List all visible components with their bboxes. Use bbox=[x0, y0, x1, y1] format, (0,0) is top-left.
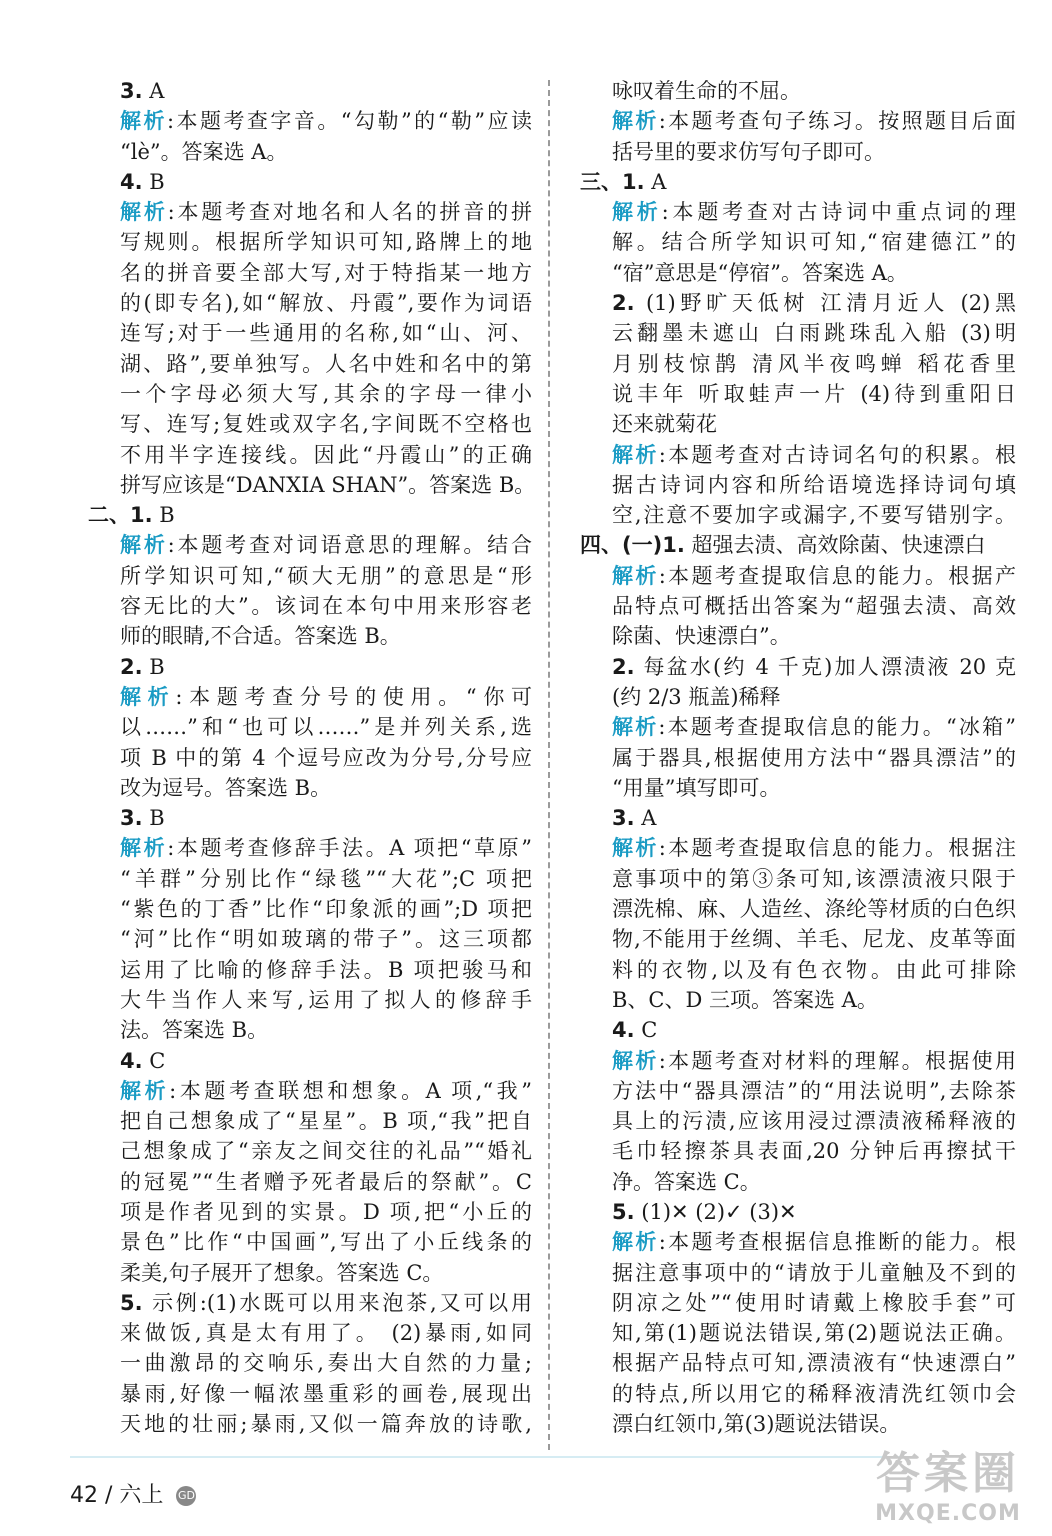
text-line bbox=[580, 258, 1016, 288]
line-text: “河”比作“明如玻璃的带子”。这三项都 bbox=[120, 927, 532, 952]
text-line bbox=[580, 1227, 1016, 1257]
question-number: 1. bbox=[622, 169, 645, 194]
page-separator: / bbox=[105, 1483, 113, 1508]
line-text: 云翻墨未遮山 白雨跳珠乱入船 (3)明 bbox=[612, 321, 1016, 346]
text-line bbox=[580, 1318, 1016, 1348]
text-line bbox=[88, 227, 532, 257]
line-text: :本题考查字音。“勾勒”的“勒”应读 bbox=[166, 109, 532, 134]
analysis-label: 解析 bbox=[612, 563, 659, 588]
question-number: 3. bbox=[612, 806, 635, 831]
text-line bbox=[88, 621, 532, 651]
line-text: :本题考查分号的使用。“你可 bbox=[175, 684, 532, 709]
text-line bbox=[88, 349, 532, 379]
text-line bbox=[580, 1136, 1016, 1166]
text-line bbox=[88, 955, 532, 985]
analysis-label: 解析 bbox=[120, 200, 168, 225]
text-line bbox=[88, 1379, 532, 1409]
text-line bbox=[88, 924, 532, 954]
line-text: 项是作者见到的实景。D 项,把“小丘的 bbox=[120, 1199, 532, 1224]
question-number: 5. bbox=[612, 1199, 635, 1224]
line-text: 容无比的大”。该词在本句中用来形容老 bbox=[120, 594, 532, 619]
text-line bbox=[580, 137, 1016, 167]
watermark-logo bbox=[858, 1437, 1038, 1526]
line-text: 料的衣物,以及有色衣物。由此可排除 bbox=[612, 957, 1016, 982]
text-line bbox=[88, 985, 532, 1015]
line-text: :本题考查对古诗词名句的积累。根 bbox=[658, 442, 1017, 467]
text-line bbox=[88, 76, 532, 106]
analysis-label: 解析 bbox=[612, 109, 659, 134]
text-line bbox=[88, 137, 532, 167]
section-marker: 三、 bbox=[580, 169, 622, 194]
text-line bbox=[580, 1409, 1016, 1439]
text-line bbox=[88, 894, 532, 924]
text-line bbox=[88, 1106, 532, 1136]
text-line bbox=[580, 1288, 1016, 1318]
text-line bbox=[580, 652, 1016, 682]
analysis-label: 解析 bbox=[612, 1048, 659, 1073]
line-text: 柔美,句子展开了想象。答案选 C。 bbox=[120, 1260, 444, 1285]
text-line bbox=[88, 379, 532, 409]
analysis-label: 解析 bbox=[612, 836, 659, 861]
line-text: :本题考查对词语意思的理解。结合 bbox=[167, 533, 532, 558]
line-text: 咏叹着生命的不屈。 bbox=[612, 79, 801, 103]
text-line bbox=[580, 955, 1016, 985]
line-text: 超强去渍、高效除菌、快速漂白 bbox=[684, 533, 986, 558]
text-line bbox=[88, 167, 532, 197]
line-text: 运用了比喻的修辞手法。B 项把骏马和 bbox=[120, 957, 532, 982]
analysis-label: 解析 bbox=[612, 715, 659, 740]
line-text: 具上的污渍,应该用浸过漂渍液稀释液的 bbox=[612, 1109, 1016, 1134]
text-line bbox=[580, 1258, 1016, 1288]
text-line bbox=[88, 258, 532, 288]
analysis-label: 解析 bbox=[612, 200, 662, 225]
page-number: 42 bbox=[70, 1483, 98, 1508]
line-text: 湖、路”,要单独写。人名中姓和名中的第 bbox=[120, 351, 532, 376]
edition-badge: GD bbox=[176, 1486, 196, 1506]
analysis-label: 解析 bbox=[612, 442, 659, 467]
line-text: 漂洗棉、麻、人造丝、涤纶等材质的白色织 bbox=[612, 897, 1016, 922]
line-text: “紫色的丁香”比作“印象派的画”;D 项把 bbox=[120, 897, 532, 922]
text-line bbox=[580, 864, 1016, 894]
line-text: (约 2/3 瓶盖)稀释 bbox=[612, 684, 781, 709]
line-text: 品特点可概括出答案为“超强去渍、高效 bbox=[612, 594, 1016, 619]
watermark-title: 答案圈 bbox=[876, 1448, 1020, 1499]
line-text: :本题考查提取信息的能力。根据注 bbox=[658, 836, 1017, 861]
question-number: 3. bbox=[120, 79, 143, 103]
line-text: “羊群”分别比作“绿毯”“大花”;C 项把 bbox=[120, 866, 532, 891]
line-text: A bbox=[142, 79, 165, 103]
text-line bbox=[580, 712, 1016, 742]
line-text: 名的拼音要全部大写,对于特指某一地方 bbox=[120, 260, 532, 285]
line-text: “宿”意思是“停宿”。答案选 A。 bbox=[612, 260, 908, 285]
line-text: B bbox=[142, 654, 165, 679]
question-number: 4. bbox=[120, 169, 143, 194]
text-line bbox=[580, 440, 1016, 470]
column-divider bbox=[548, 80, 550, 1450]
line-text: 漂白红领巾,第(3)题说法错误。 bbox=[612, 1412, 901, 1437]
line-text: 空,注意不要加字或漏字,不要写错别字。 bbox=[612, 503, 1016, 528]
question-number: 4. bbox=[120, 1048, 143, 1073]
line-text: “用量”填写即可。 bbox=[612, 775, 781, 800]
text-line bbox=[88, 1046, 532, 1076]
text-line bbox=[580, 227, 1016, 257]
text-line bbox=[580, 591, 1016, 621]
right-column bbox=[580, 76, 1016, 1439]
line-text: C bbox=[142, 1048, 166, 1073]
line-text: 己想象成了“亲友之间交往的礼品”“婚礼 bbox=[120, 1139, 532, 1164]
text-line bbox=[88, 1136, 532, 1166]
line-text: 景色”比作“中国画”,写出了小丘线条的 bbox=[120, 1230, 532, 1255]
text-line bbox=[580, 682, 1016, 712]
line-text: :本题考查提取信息的能力。根据产 bbox=[658, 563, 1017, 588]
text-line bbox=[580, 1379, 1016, 1409]
line-text: 示例:(1)水既可以用来泡茶,又可以用 bbox=[142, 1290, 532, 1315]
line-text: 一曲激昂的交响乐,奏出大自然的力量; bbox=[120, 1351, 532, 1376]
line-text: 据注意事项中的“请放于儿童触及不到的 bbox=[612, 1260, 1016, 1285]
text-line bbox=[88, 470, 536, 500]
analysis-label: 解析 bbox=[120, 684, 176, 709]
line-text: B bbox=[142, 806, 165, 831]
line-text: B bbox=[142, 169, 165, 194]
text-line bbox=[580, 803, 1016, 833]
text-line bbox=[580, 924, 1016, 954]
section-marker: 四、(一) bbox=[580, 533, 663, 558]
text-line bbox=[88, 1076, 532, 1106]
line-text: 法。答案选 B。 bbox=[120, 1018, 269, 1043]
text-line bbox=[88, 1167, 532, 1197]
text-line bbox=[88, 409, 532, 439]
line-text: (1)✕ (2)✓ (3)✕ bbox=[634, 1199, 797, 1224]
line-text: 写、连写;复姓或双字名,字间既不空格也 bbox=[120, 412, 532, 437]
text-line bbox=[580, 773, 1016, 803]
line-text: C bbox=[634, 1018, 658, 1043]
line-text: 师的眼睛,不合适。答案选 B。 bbox=[120, 624, 401, 649]
question-number: 3. bbox=[120, 806, 143, 831]
line-text: (1)野旷天低树 江清月近人 (2)黑 bbox=[634, 291, 1016, 316]
grade-label: 六上 bbox=[119, 1483, 164, 1508]
text-line bbox=[88, 530, 532, 560]
text-line bbox=[88, 773, 532, 803]
text-line bbox=[88, 318, 532, 348]
text-line bbox=[580, 1046, 1016, 1076]
line-text: 毛巾轻擦茶具表面,20 分钟后再擦拭干 bbox=[612, 1139, 1016, 1164]
line-text: 以……”和“也可以……”是并列关系,选 bbox=[120, 715, 532, 740]
line-text: 属于器具,根据使用方法中“器具漂洁”的 bbox=[612, 745, 1016, 770]
watermark-url: MXQE.COM bbox=[875, 1501, 1021, 1526]
text-line bbox=[580, 470, 1016, 500]
line-text: 的冠冕”“生者赠予死者最后的祭献”。C bbox=[120, 1169, 532, 1194]
text-line bbox=[580, 1348, 1016, 1378]
line-text: 的(即专名),如“解放、丹霞”,要作为词语 bbox=[120, 291, 532, 316]
text-line bbox=[88, 1227, 532, 1257]
line-text: 一个字母必须大写,其余的字母一律小 bbox=[120, 381, 532, 406]
question-number: 2. bbox=[120, 654, 143, 679]
question-number: 5. bbox=[120, 1290, 143, 1315]
text-line bbox=[88, 803, 532, 833]
text-line bbox=[580, 1015, 1016, 1045]
text-line bbox=[580, 288, 1016, 318]
line-text: 意事项中的第③条可知,该漂渍液只限于 bbox=[612, 866, 1016, 891]
text-line bbox=[88, 652, 532, 682]
text-line bbox=[88, 561, 532, 591]
question-number: 1. bbox=[130, 503, 153, 528]
text-line bbox=[580, 1076, 1016, 1106]
line-text: 把自己想象成了“星星”。B 项,“我”把自 bbox=[120, 1109, 532, 1134]
text-line bbox=[580, 500, 1016, 530]
line-text: 月别枝惊鹊 清风半夜鸣蝉 稻花香里 bbox=[612, 351, 1016, 376]
question-number: 2. bbox=[612, 654, 635, 679]
text-line bbox=[580, 349, 1016, 379]
text-line bbox=[88, 288, 532, 318]
text-line bbox=[580, 379, 1016, 409]
line-text: 天地的壮丽;暴雨,又似一篇奔放的诗歌, bbox=[120, 1412, 532, 1437]
footer-rule bbox=[70, 1456, 912, 1458]
text-line bbox=[88, 833, 532, 863]
line-text: :本题考查句子练习。按照题目后面 bbox=[658, 109, 1017, 134]
line-text: “lè”。答案选 A。 bbox=[120, 139, 288, 164]
analysis-label: 解析 bbox=[612, 1230, 659, 1255]
line-text: 除菌、快速漂白”。 bbox=[612, 624, 791, 649]
text-line bbox=[580, 894, 1016, 924]
line-text: 所学知识可知,“硕大无朋”的意思是“形 bbox=[120, 563, 532, 588]
text-line bbox=[580, 167, 1016, 197]
line-text: 方法中“器具漂洁”的“用法说明”,去除茶 bbox=[612, 1078, 1016, 1103]
text-line bbox=[580, 561, 1016, 591]
line-text: :本题考查对地名和人名的拼音的拼 bbox=[167, 200, 532, 225]
text-line bbox=[580, 621, 1016, 651]
line-text: A bbox=[634, 806, 657, 831]
line-text: 每盆水(约 4 千克)加人漂渍液 20 克 bbox=[634, 654, 1016, 679]
line-text: :本题考查对古诗词中重点词的理 bbox=[661, 200, 1017, 225]
text-line bbox=[580, 409, 1016, 439]
analysis-label: 解析 bbox=[120, 1078, 170, 1103]
line-text: 连写;对于一些通用的名称,如“山、河、 bbox=[120, 321, 532, 346]
text-line bbox=[88, 106, 532, 136]
line-text: 知,第(1)题说法错误,第(2)题说法正确。 bbox=[612, 1321, 1016, 1346]
line-text: 拼写应该是“DANXIA SHAN”。答案选 B。 bbox=[120, 472, 536, 497]
analysis-label: 解析 bbox=[120, 533, 168, 558]
left-column bbox=[88, 76, 536, 1439]
line-text: 括号里的要求仿写句子即可。 bbox=[612, 139, 885, 164]
line-text: 暴雨,好像一幅浓墨重彩的画卷,展现出 bbox=[120, 1381, 532, 1406]
line-text: 说丰年 听取蛙声一片 (4)待到重阳日 bbox=[612, 381, 1016, 406]
text-line bbox=[88, 712, 532, 742]
text-line bbox=[580, 76, 1016, 106]
line-text: 解。结合所学知识可知,“宿建德江”的 bbox=[612, 230, 1016, 255]
line-text: 的特点,所以用它的稀释液清洗红领巾会 bbox=[612, 1381, 1016, 1406]
text-line bbox=[88, 1348, 532, 1378]
text-line bbox=[580, 530, 1016, 560]
line-text: :本题考查对材料的理解。根据使用 bbox=[658, 1048, 1017, 1073]
text-line bbox=[88, 591, 532, 621]
line-text: :本题考查修辞手法。A 项把“草原” bbox=[167, 836, 533, 861]
analysis-label: 解析 bbox=[120, 109, 167, 134]
text-line bbox=[88, 1015, 532, 1045]
text-line bbox=[580, 743, 1016, 773]
line-text: 项 B 中的第 4 个逗号应改为分号,分号应 bbox=[120, 745, 532, 770]
line-text: 净。答案选 C。 bbox=[612, 1169, 761, 1194]
line-text: 根据产品特点可知,漂渍液有“快速漂白” bbox=[612, 1351, 1016, 1376]
text-line bbox=[88, 1409, 532, 1439]
page-footer bbox=[70, 1478, 196, 1509]
line-text: 大牛当作人来写,运用了拟人的修辞手 bbox=[120, 987, 532, 1012]
line-text: 阴凉之处”“使用时请戴上橡胶手套”可 bbox=[612, 1290, 1016, 1315]
text-line bbox=[88, 500, 532, 530]
text-line bbox=[580, 197, 1016, 227]
line-text: B、C、D 三项。答案选 A。 bbox=[612, 987, 878, 1012]
text-line bbox=[580, 106, 1016, 136]
text-line bbox=[580, 1167, 1016, 1197]
text-line bbox=[88, 1318, 532, 1348]
text-line bbox=[580, 985, 1016, 1015]
text-line bbox=[580, 318, 1016, 348]
text-line bbox=[88, 864, 532, 894]
line-text: :本题考查根据信息推断的能力。根 bbox=[658, 1230, 1017, 1255]
text-line bbox=[580, 1106, 1016, 1136]
line-text: A bbox=[644, 169, 667, 194]
line-text: 还来就菊花 bbox=[612, 412, 717, 437]
text-line bbox=[88, 1258, 532, 1288]
text-line bbox=[580, 833, 1016, 863]
text-line bbox=[88, 743, 532, 773]
line-text: 据古诗词内容和所给语境选择诗词句填 bbox=[612, 472, 1016, 497]
question-number: 4. bbox=[612, 1018, 635, 1043]
section-marker: 二、 bbox=[88, 503, 130, 528]
line-text: B bbox=[152, 503, 175, 528]
question-number: 2. bbox=[612, 291, 635, 316]
line-text: :本题考查联想和想象。A 项,“我” bbox=[169, 1078, 533, 1103]
question-number: 1. bbox=[662, 533, 685, 558]
line-text: 来做饭,真是太有用了。 (2)暴雨,如同 bbox=[120, 1321, 532, 1346]
line-text: 改为逗号。答案选 B。 bbox=[120, 775, 332, 800]
line-text: 物,不能用于丝绸、羊毛、尼龙、皮革等面 bbox=[612, 927, 1016, 952]
analysis-label: 解析 bbox=[120, 836, 168, 861]
line-text: :本题考查提取信息的能力。“冰箱” bbox=[658, 715, 1017, 740]
text-line bbox=[580, 1197, 1016, 1227]
text-line bbox=[88, 197, 532, 227]
line-text: 不用半字连接线。因此“丹霞山”的正确 bbox=[120, 442, 532, 467]
text-line bbox=[88, 1197, 532, 1227]
text-line bbox=[88, 1288, 532, 1318]
line-text: 写规则。根据所学知识可知,路牌上的地 bbox=[120, 230, 532, 255]
text-line bbox=[88, 440, 532, 470]
text-line bbox=[88, 682, 532, 712]
